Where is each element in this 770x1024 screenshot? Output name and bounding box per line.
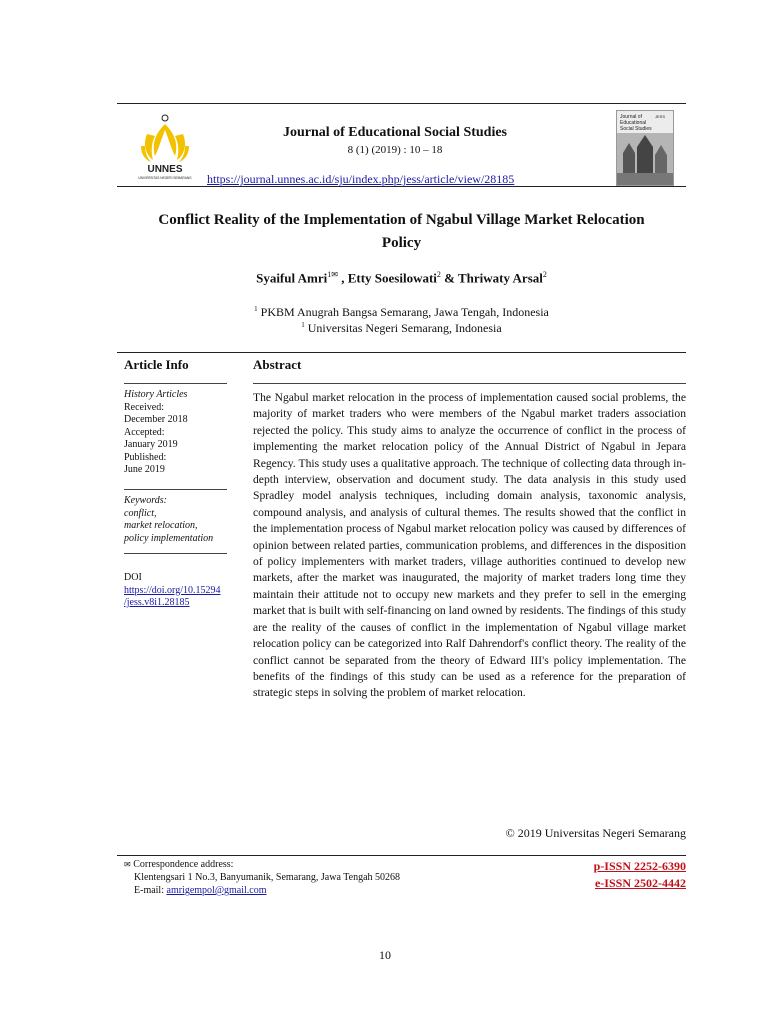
received-label: Received: <box>124 401 164 413</box>
affiliation-sup: 1 <box>254 305 258 313</box>
doi-block <box>124 572 221 610</box>
correspondence-address: Klentengsari 1 No.3, Banyumanik, Semarang, Jawa Tengah 50268 <box>134 872 401 883</box>
affiliation-text: PKBM Anugrah Bangsa Semarang, Jawa Tengah, Indonesia <box>260 305 549 319</box>
copyright-notice: © 2019 Universitas Negeri Semarang <box>505 826 686 840</box>
author-sup: 2 <box>436 270 441 279</box>
received-date: December 2018 <box>124 414 188 425</box>
unnes-emblem-icon <box>137 112 193 184</box>
keywords-label: Keywords: <box>124 495 167 506</box>
journal-url-link[interactable]: https://journal.unnes.ac.id/sju/index.php/jess/article/view/28185 <box>207 172 515 186</box>
doi-rule <box>124 553 227 554</box>
author-name: Syaiful Amri <box>256 270 328 286</box>
journal-title: Journal of Educational Social Studies <box>282 125 508 140</box>
header-bottom-rule <box>117 186 686 187</box>
published-date: June 2019 <box>124 464 165 475</box>
author-list <box>117 270 686 286</box>
abstract-heading: Abstract <box>253 357 302 372</box>
page-number: 10 <box>379 948 391 962</box>
paper-title-line2: Policy <box>381 235 422 251</box>
e-issn: e-ISSN 2502-4442 <box>594 876 686 890</box>
keyword-item: conflict, <box>124 507 157 519</box>
email-link[interactable]: amrigempol@gmail.com <box>166 885 267 896</box>
author-name: Etty Soesilowati <box>347 270 437 286</box>
logo-subtext: UNIVERSITAS NEGERI SEMARANG <box>138 176 192 180</box>
unnes-logo <box>137 112 193 184</box>
abstract-rule <box>253 383 686 384</box>
cover-photo <box>617 133 673 185</box>
cover-header <box>617 111 673 133</box>
keyword-item: policy implementation <box>124 532 214 544</box>
correspondence-label: Correspondence address: <box>133 859 234 870</box>
affiliation <box>117 305 686 320</box>
author-sup: 1✉ <box>327 270 338 279</box>
keywords-rule <box>124 489 227 490</box>
correspondence-block <box>124 858 400 897</box>
envelope-icon: ✉ <box>124 860 131 869</box>
published-label: Published: <box>124 451 167 463</box>
footer-rule <box>117 855 686 856</box>
author-name: Thriwaty Arsal <box>458 270 543 286</box>
history-block <box>124 389 188 477</box>
affiliation-text: Universitas Negeri Semarang, Indonesia <box>307 321 502 335</box>
accepted-date: January 2019 <box>124 439 178 450</box>
doi-link[interactable]: https://doi.org/10.15294 <box>124 584 221 596</box>
journal-issue: 8 (1) (2019) : 10 – 18 <box>347 144 443 156</box>
section-rule <box>117 352 686 353</box>
keywords-block <box>124 495 213 545</box>
top-rule <box>117 103 686 104</box>
paper-title <box>117 209 686 255</box>
logo-text: UNNES <box>147 164 183 175</box>
journal-cover-image <box>616 110 674 186</box>
doi-label: DOI <box>124 572 142 583</box>
email-label: E-mail: <box>134 885 167 896</box>
p-issn: p-ISSN 2252-6390 <box>593 859 686 873</box>
abstract-body: The Ngabul market relocation in the process of implementation caused social problems, the majority of market traders who were members of the Ngabul market traders association rejected the policy. This study aims to analyze the occurrence of conflict in the process of implementing the market relocation policy of the Annual District of Ngabul in Jepara Regency. This study uses a qualitative approach. The technique of collecting data through in-depth interview, observation and document study. The data analysis in this study used Spradley model analysis techniques, including domain analysis, taxonomic analysis, compound analysis, and analysis of cultural themes. The results showed that the conflict in the implementation process of Ngabul market relocation policy was caused by differences of opinion between related parties, communication problems, and differences in the disposition of policy implementers with market traders, village authorities continued to develop new markets, after the market was inaugurated, the majority of market traders long time they maintain their attitude not to occupy new markets and they prefer to sell in the emerging market that is built with self-financing on land owned by residents. The findings of this study are the reality of the causes of conflict in the implementation of Ngabul village market relocation policy can be categorized into Ralf Dahrendorf's conflict theory. The reality of the conflict cannot be separated from the theory of Edward III's policy implementation. The benefits of the findings of this study can be used as a reference for the preparation of strategic steps in solving the problem of market relocation. <box>253 391 686 700</box>
accepted-label: Accepted: <box>124 426 165 438</box>
doi-link-cont[interactable]: /jess.v8i1.28185 <box>124 597 190 608</box>
author-sup: 2 <box>542 270 547 279</box>
affiliation <box>117 321 686 336</box>
article-info-rule <box>124 383 227 384</box>
keyword-item: market relocation, <box>124 520 198 531</box>
article-info-heading: Article Info <box>124 357 189 372</box>
history-label: History Articles <box>124 389 188 400</box>
author-separator: , <box>337 270 348 286</box>
author-separator: & <box>440 270 459 286</box>
cover-title: Journal of Educational Social Studies <box>620 114 652 132</box>
affiliation-sup: 1 <box>301 321 305 329</box>
paper-title-line1: Conflict Reality of the Implementation of Ngabul Village Market Relocation <box>158 212 645 228</box>
cover-issn: JESS <box>655 114 666 119</box>
